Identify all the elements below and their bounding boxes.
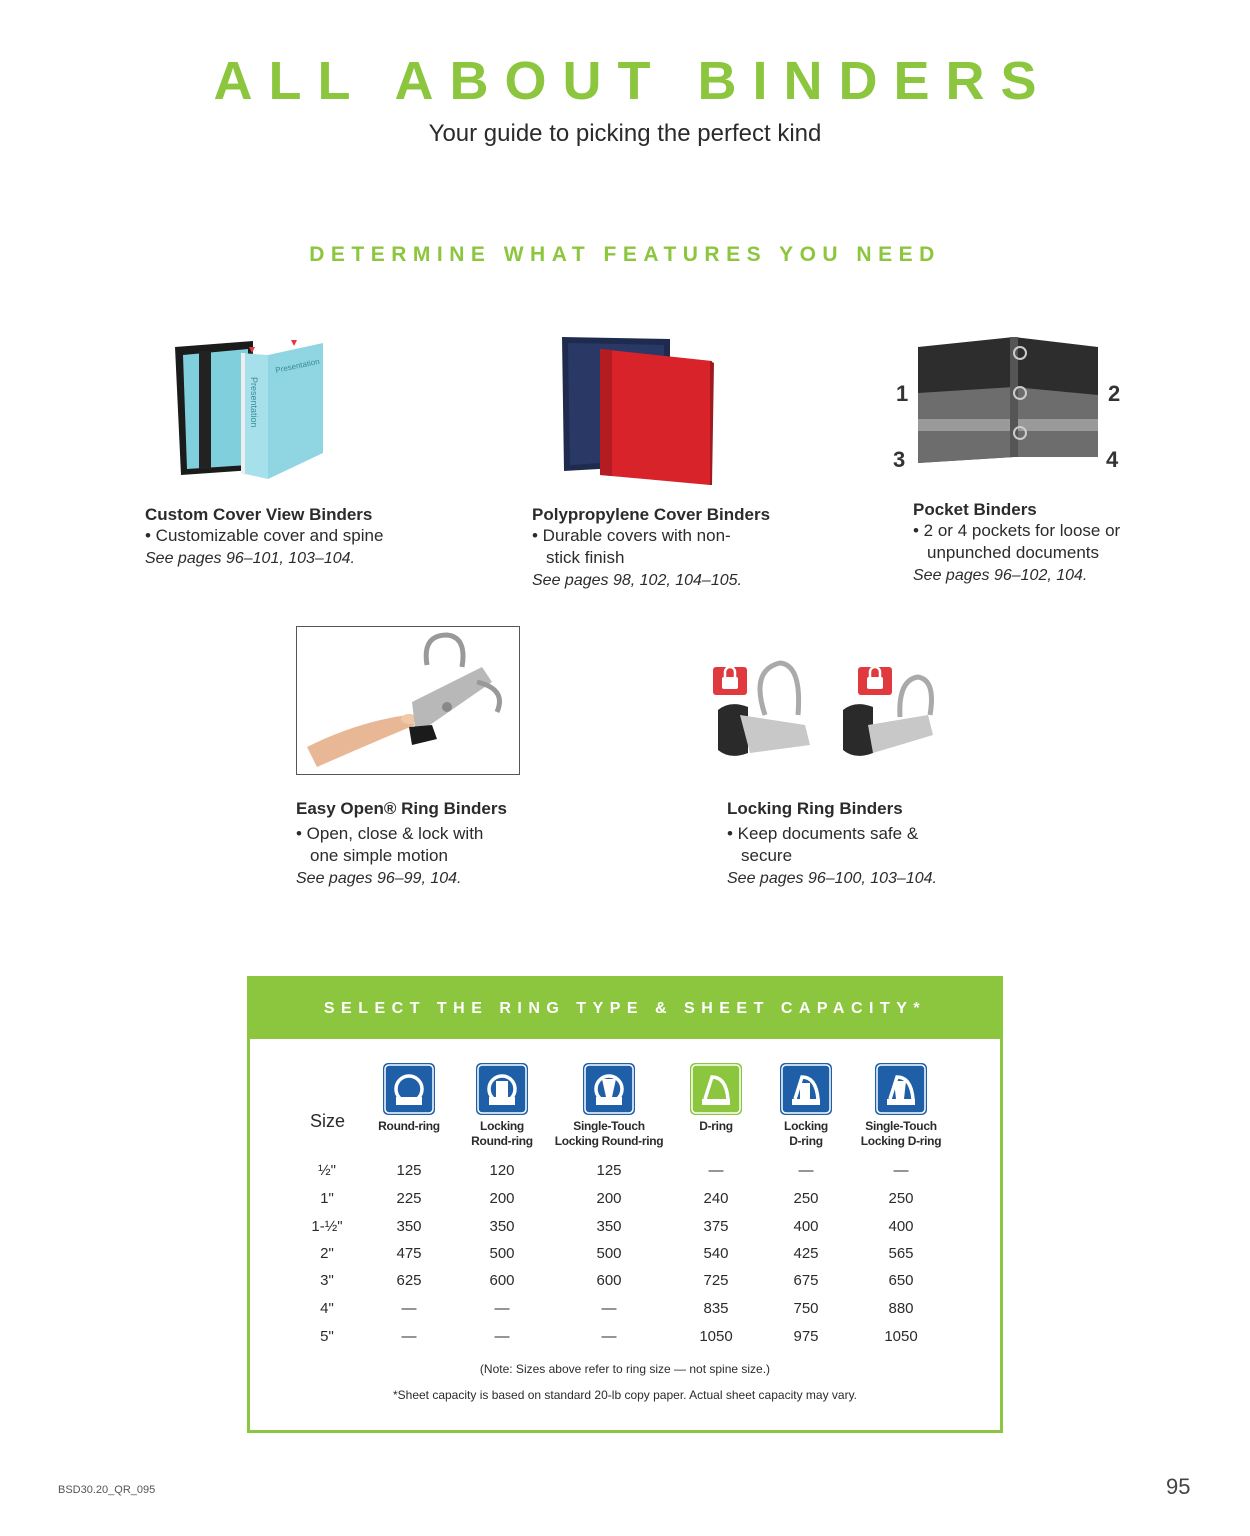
custom-cover-binder-image (173, 335, 333, 480)
size-column-label: Size (310, 1111, 346, 1131)
feature-title: Polypropylene Cover Binders (532, 505, 771, 524)
feature-title: Pocket Binders (913, 500, 1037, 519)
column-label-locking-d-ring: Locking D-ring (784, 1119, 828, 1148)
feature-pages: See pages 98, 102, 104–105. (532, 572, 742, 589)
pocket-number-4: 4 (1106, 447, 1119, 472)
presentation-cover-text: Presentation (274, 356, 321, 375)
locking-ring-image-1 (710, 655, 820, 765)
single-touch-locking-d-ring-icon (875, 1063, 927, 1115)
pocket-number-2: 2 (1108, 381, 1121, 406)
locking-round-ring-icon (476, 1063, 528, 1115)
column-label-d-ring: D-ring (699, 1119, 733, 1133)
feature-bullet: • Keep documents safe & secure (727, 824, 919, 865)
pocket-number-1: 1 (896, 381, 909, 406)
table-header: SELECT THE RING TYPE & SHEET CAPACITY* (250, 979, 1000, 1039)
features-heading: DETERMINE WHAT FEATURES YOU NEED (309, 243, 941, 266)
feature-locking-ring (710, 655, 1030, 905)
table-row: 1" 225 200 200 240 250 250 (320, 1190, 914, 1207)
feature-pages: See pages 96–102, 104. (913, 567, 1088, 584)
locking-d-ring-icon (780, 1063, 832, 1115)
table-note-ring-size: (Note: Sizes above refer to ring size — not spine size.) (479, 1362, 771, 1376)
column-label-single-touch-locking-d-ring: Single-Touch Locking D-ring (860, 1119, 942, 1148)
feature-bullet: • Customizable cover and spine (145, 526, 384, 545)
feature-pages: See pages 96–101, 103–104. (145, 550, 355, 567)
easy-open-ring-image (296, 626, 520, 775)
table-row: ½" 125 120 125 — — — (318, 1162, 909, 1179)
feature-bullet: • Open, close & lock with one simple motion (296, 824, 484, 865)
page-title: ALL ABOUT BINDERS (213, 51, 1053, 111)
locking-ring-image-2 (838, 655, 948, 765)
pocket-binder-image (918, 333, 1100, 468)
table-note-sheet-capacity: *Sheet capacity is based on standard 20-lb copy paper. Actual sheet capacity may vary. (392, 1388, 858, 1402)
column-label-round-ring: Round-ring (378, 1119, 440, 1133)
feature-bullet: • Durable covers with non-stick finish (532, 526, 731, 567)
presentation-spine-text: Presentation (249, 377, 259, 428)
feature-pages: See pages 96–100, 103–104. (727, 870, 937, 887)
table-row: 4" — — — 835 750 880 (320, 1300, 914, 1317)
feature-title: Custom Cover View Binders (145, 505, 373, 524)
column-label-locking-round-ring: Locking Round-ring (471, 1119, 533, 1148)
column-label-single-touch-locking-round-ring: Single-Touch Locking Round-ring (554, 1119, 664, 1148)
table-row: 3" 625 600 600 725 675 650 (320, 1272, 914, 1289)
feature-easy-open (296, 625, 596, 905)
feature-polypropylene (532, 330, 832, 600)
feature-pages: See pages 96–99, 104. (296, 870, 462, 887)
feature-title: Easy Open® Ring Binders (296, 799, 507, 818)
page-number: 95 (1166, 1474, 1191, 1499)
table-row: 2" 475 500 500 540 425 565 (320, 1245, 914, 1262)
feature-title: Locking Ring Binders (727, 799, 903, 818)
footer-code: BSD30.20_QR_095 (58, 1484, 156, 1496)
feature-custom-cover-view (145, 330, 445, 590)
table-row: 1-½" 350 350 350 375 400 400 (311, 1218, 914, 1235)
polypropylene-binder-image (560, 335, 720, 495)
capacity-table (247, 976, 1003, 1433)
pocket-number-3: 3 (893, 447, 906, 472)
round-ring-icon (383, 1063, 435, 1115)
table-row: 5" — — — 1050 975 1050 (320, 1328, 918, 1345)
single-touch-locking-round-ring-icon (583, 1063, 635, 1115)
d-ring-icon (690, 1063, 742, 1115)
feature-bullet: • 2 or 4 pockets for loose or unpunched documents (913, 521, 1121, 562)
page-subtitle: Your guide to picking the perfect kind (428, 120, 822, 147)
feature-pocket (890, 330, 1150, 600)
